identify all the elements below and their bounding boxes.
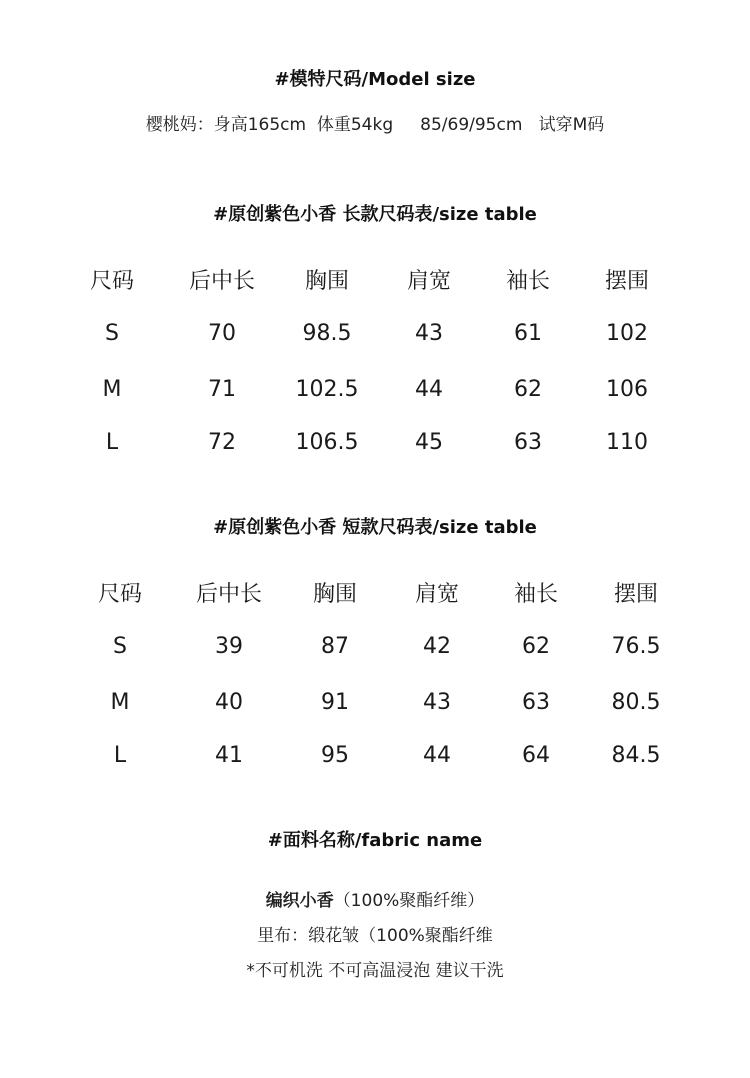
table-cell: 64 [522, 743, 550, 768]
table-header-cell: 袖长 [505, 269, 550, 294]
model-size-heading: #模特尺码/Model size [274, 69, 476, 90]
fabric-lining-text: 里布：缎花皱（100%聚酯纤维 [257, 926, 493, 946]
fabric-main-label: 编织小香 [265, 891, 334, 911]
fabric-main-detail: （100%聚酯纤维） [333, 891, 485, 911]
table-cell: 41 [215, 743, 243, 768]
table-cell: 84.5 [611, 743, 661, 768]
table-cell: 43 [415, 321, 443, 346]
table-cell: 70 [208, 321, 236, 346]
table-header-cell: 摆围 [604, 269, 649, 294]
table-cell: 98.5 [302, 321, 352, 346]
table-cell: 44 [423, 743, 451, 768]
table-header-cell: 尺码 [89, 269, 134, 294]
model-info-text: 樱桃妈：身高165cm 体重54kg 85/69/95cm 试穿M码 [145, 115, 605, 135]
table-cell: 106 [606, 377, 648, 402]
table-header-cell: 尺码 [97, 582, 142, 607]
table-cell: 80.5 [611, 690, 661, 715]
table-header-cell: 肩宽 [414, 582, 459, 607]
fabric-main-line [0, 889, 750, 913]
table-cell: 62 [522, 634, 550, 659]
table-cell: 63 [522, 690, 550, 715]
table-header-cell: 胸围 [304, 269, 349, 294]
table-header-cell: 后中长 [188, 269, 255, 294]
table-cell: 63 [514, 430, 542, 455]
table-cell: 91 [321, 690, 349, 715]
table-cell: 87 [321, 634, 349, 659]
table-cell: 76.5 [611, 634, 661, 659]
table-header-cell: 后中长 [195, 582, 262, 607]
table-header-cell: 袖长 [513, 582, 558, 607]
table-cell: 71 [208, 377, 236, 402]
table-header-cell: 肩宽 [406, 269, 451, 294]
table-cell: M [102, 377, 122, 402]
table-cell: 102 [606, 321, 648, 346]
fabric-care-text: *不可机洗 不可高温浸泡 建议干洗 [246, 961, 504, 981]
table-cell: 44 [415, 377, 443, 402]
short-size-table-heading: #原创紫色小香 短款尺码表/size table [213, 517, 537, 538]
table-cell: S [105, 321, 119, 346]
table-header-cell: 胸围 [312, 582, 357, 607]
fabric-heading: #面料名称/fabric name [267, 830, 483, 851]
table-cell: 43 [423, 690, 451, 715]
table-cell: 106.5 [295, 430, 359, 455]
table-cell: L [105, 430, 119, 455]
table-cell: 102.5 [295, 377, 359, 402]
table-cell: 95 [321, 743, 349, 768]
table-cell: 62 [514, 377, 542, 402]
table-header-cell: 摆围 [613, 582, 658, 607]
table-cell: 42 [423, 634, 451, 659]
table-cell: S [113, 634, 127, 659]
table-cell: 45 [415, 430, 443, 455]
table-cell: 110 [606, 430, 648, 455]
table-cell: 72 [208, 430, 236, 455]
table-cell: M [110, 690, 130, 715]
table-cell: 39 [215, 634, 243, 659]
table-cell: 61 [514, 321, 542, 346]
table-cell: 40 [215, 690, 243, 715]
long-size-table-heading: #原创紫色小香 长款尺码表/size table [213, 204, 537, 225]
table-cell: L [113, 743, 127, 768]
